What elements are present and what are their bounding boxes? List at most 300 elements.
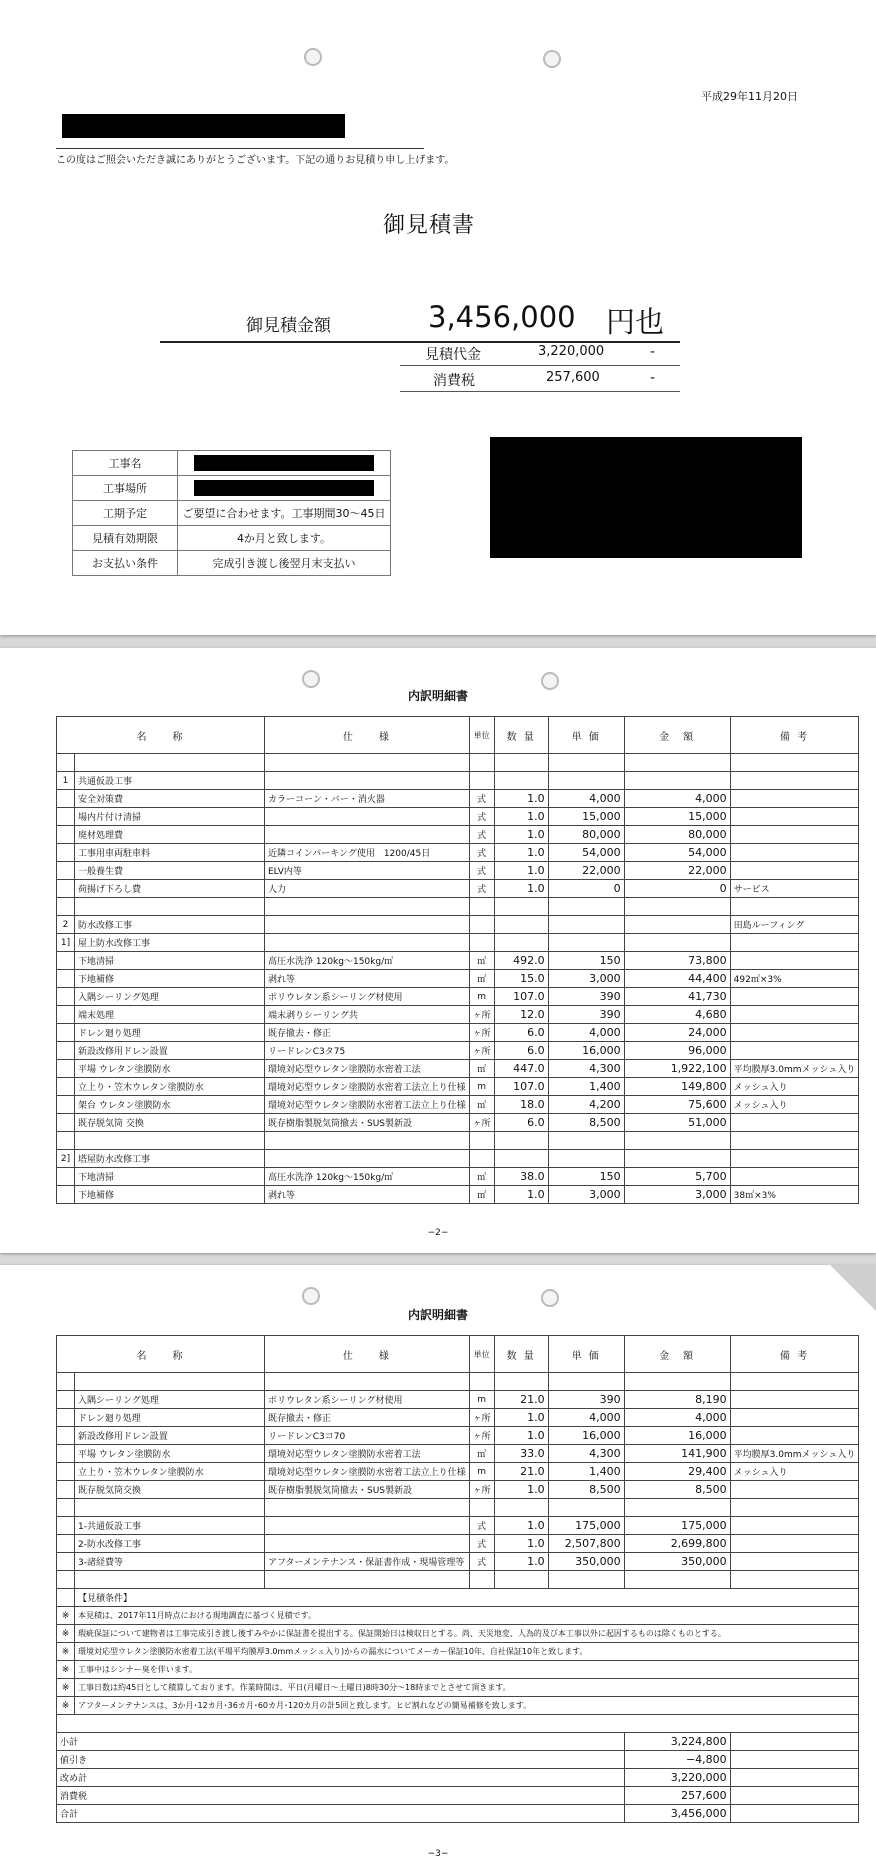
punch-hole [541,1289,559,1307]
table-row [57,1553,859,1571]
row-note: メッシュ入り [730,1096,859,1114]
row-unit-price: 8,500 [548,1114,624,1132]
row-amount: 22,000 [624,862,730,880]
row-amount [624,1499,730,1517]
row-note [730,988,859,1006]
table-row [57,1042,859,1060]
row-quantity: 1.0 [494,1535,548,1553]
condition-text: 瑕疵保証について建物者は工事完成引き渡し後すみやかに保証書を提出する。保証開始日は検収日とする。尚、天災地変、人為的及び本工事以外に起因するものは除くものとする。 [75,1625,859,1643]
row-unit: m [469,1463,494,1481]
project-info-table [72,450,391,576]
breakdown-page-3 [0,1265,876,1860]
row-quantity: 1.0 [494,1409,548,1427]
header-unit: 単位 [469,1336,494,1373]
condition-row [57,1607,859,1625]
row-unit-price: 4,000 [548,1409,624,1427]
info-value: ご要望に合わせます。工事期間30～45日 [178,501,391,526]
table-row [57,1060,859,1078]
row-item-name: 場内片付け清掃 [75,808,265,826]
info-value [178,476,391,501]
header-unit: 単位 [469,717,494,754]
row-amount [624,934,730,952]
total-value: −4,800 [624,1751,730,1769]
row-amount: 175,000 [624,1517,730,1535]
row-note: 492㎡×3% [730,970,859,988]
punch-hole [304,48,322,66]
row-quantity: 12.0 [494,1006,548,1024]
row-unit-price: 4,000 [548,790,624,808]
total-note [730,1769,859,1787]
row-quantity: 492.0 [494,952,548,970]
condition-row [57,1679,859,1697]
row-quantity [494,1499,548,1517]
row-quantity: 18.0 [494,1096,548,1114]
table-row [57,1427,859,1445]
table-row [57,862,859,880]
total-value: 3,224,800 [624,1733,730,1751]
row-item-name: 端末処理 [75,1006,265,1024]
total-row [57,1769,859,1787]
consumption-tax-value: 257,600 [546,370,600,385]
row-section-number: 1 [57,772,75,790]
row-unit: 式 [469,1517,494,1535]
redacted-project-name [194,455,374,471]
row-unit-price: 16,000 [548,1042,624,1060]
condition-text: 工事中はシンナー臭を伴います。 [75,1661,859,1679]
row-item-name: 3-諸経費等 [75,1553,265,1571]
row-spec [265,916,470,934]
info-row-schedule [73,501,391,526]
row-unit-price: 4,200 [548,1096,624,1114]
row-item-name: 廃材処理費 [75,826,265,844]
condition-row [57,1697,859,1715]
row-spec: 既存撤去・修正 [265,1409,470,1427]
row-item-name: 共通仮設工事 [75,772,265,790]
row-unit: 式 [469,1553,494,1571]
table-row [57,1517,859,1535]
row-unit-price: 1,400 [548,1463,624,1481]
row-unit-price: 1,400 [548,1078,624,1096]
row-item-name: 平場 ウレタン塗膜防水 [75,1445,265,1463]
row-unit: ヶ所 [469,1481,494,1499]
row-amount [624,916,730,934]
redacted-recipient [62,114,345,138]
row-spec [265,826,470,844]
row-section-number [57,1114,75,1132]
row-amount: 44,400 [624,970,730,988]
row-section-number [57,1553,75,1571]
total-note [730,1805,859,1823]
row-unit [469,1373,494,1391]
row-unit: 式 [469,826,494,844]
row-amount: 41,730 [624,988,730,1006]
row-quantity: 1.0 [494,880,548,898]
row-amount: 73,800 [624,952,730,970]
row-item-name: 防水改修工事 [75,916,265,934]
info-key: 工期予定 [73,501,178,526]
row-unit [469,1571,494,1589]
row-section-number [57,754,75,772]
row-unit: 式 [469,1535,494,1553]
row-unit-price: 4,300 [548,1445,624,1463]
row-unit: 式 [469,790,494,808]
estimate-amount-value: 3,456,000 [428,300,576,334]
table-row [57,790,859,808]
row-unit: ㎡ [469,1445,494,1463]
condition-mark: ※ [57,1661,75,1679]
row-section-number [57,1168,75,1186]
condition-mark: ※ [57,1607,75,1625]
conditions-title: 【見積条件】 [75,1589,859,1607]
row-item-name: 塔屋防水改修工事 [75,1150,265,1168]
row-amount [624,1150,730,1168]
row-amount: 2,699,800 [624,1535,730,1553]
row-note [730,862,859,880]
row-spec: 剥れ等 [265,1186,470,1204]
row-note: サービス [730,880,859,898]
row-unit: ヶ所 [469,1427,494,1445]
row-unit: 式 [469,862,494,880]
estimate-amount-row [160,297,680,343]
row-amount: 141,900 [624,1445,730,1463]
row-spec: ELV内等 [265,862,470,880]
row-item-name: 下地補修 [75,1186,265,1204]
row-unit-price [548,898,624,916]
row-item-name [75,1373,265,1391]
row-note [730,1132,859,1150]
row-spec: 環境対応型ウレタン塗膜防水密着工法立上り仕様 [265,1463,470,1481]
row-unit-price: 3,000 [548,1186,624,1204]
row-item-name: ドレン廻り処理 [75,1409,265,1427]
table-row [57,1409,859,1427]
table-row [57,898,859,916]
row-section-number [57,862,75,880]
row-note [730,1571,859,1589]
row-unit-price [548,1571,624,1589]
row-spec: 端末剥りシーリング共 [265,1006,470,1024]
row-unit: m [469,988,494,1006]
row-note [730,1006,859,1024]
row-section-number [57,880,75,898]
row-unit: 式 [469,808,494,826]
row-item-name: 下地清掃 [75,1168,265,1186]
row-item-name: 下地補修 [75,970,265,988]
row-spec: カラーコーン・バー・消火器 [265,790,470,808]
row-item-name: ドレン廻り処理 [75,1024,265,1042]
row-unit-price: 8,500 [548,1481,624,1499]
info-row-project-site [73,476,391,501]
row-section-number [57,844,75,862]
row-spec: 環境対応型ウレタン塗膜防水密着工法 [265,1060,470,1078]
total-row [57,1751,859,1769]
row-amount: 75,600 [624,1096,730,1114]
row-amount: 8,500 [624,1481,730,1499]
row-section-number [57,1409,75,1427]
table-row [57,1132,859,1150]
condition-row [57,1661,859,1679]
row-unit-price: 22,000 [548,862,624,880]
row-quantity: 1.0 [494,790,548,808]
table-row [57,1150,859,1168]
estimate-price-dash: - [650,344,656,360]
row-unit [469,772,494,790]
row-unit [469,1132,494,1150]
row-spec [265,898,470,916]
info-key: 工事名 [73,451,178,476]
condition-mark: ※ [57,1625,75,1643]
row-amount: 5,700 [624,1168,730,1186]
greeting-text: この度はご照会いただき誠にありがとうございます。下記の通りお見積り申し上げます。 [56,155,455,166]
row-quantity [494,898,548,916]
info-key: お支払い条件 [73,551,178,576]
table-row [57,916,859,934]
row-note: 38㎡×3% [730,1186,859,1204]
table-row [57,1391,859,1409]
estimate-amount-label: 御見積金額 [246,316,331,336]
header-note: 備 考 [730,717,859,754]
row-spec [265,754,470,772]
row-section-number [57,1499,75,1517]
row-spec: リードレンC3タ75 [265,1042,470,1060]
total-row [57,1733,859,1751]
row-quantity: 21.0 [494,1463,548,1481]
row-item-name: 新設改修用ドレン設置 [75,1427,265,1445]
row-unit-price [548,1150,624,1168]
row-quantity: 107.0 [494,988,548,1006]
row-section-number [57,790,75,808]
row-note [730,754,859,772]
row-amount: 8,190 [624,1391,730,1409]
total-label: 合計 [57,1805,625,1823]
row-unit-price [548,1132,624,1150]
row-spec: 剥れ等 [265,970,470,988]
row-section-number: 1] [57,934,75,952]
row-quantity: 1.0 [494,1553,548,1571]
row-spec [265,1150,470,1168]
breakdown-page-2 [0,648,876,1253]
row-note: メッシュ入り [730,1078,859,1096]
row-section-number: 2] [57,1150,75,1168]
row-unit-price: 2,507,800 [548,1535,624,1553]
row-quantity: 21.0 [494,1391,548,1409]
row-note [730,1553,859,1571]
punch-hole [302,670,320,688]
row-amount: 16,000 [624,1427,730,1445]
table-row [57,1024,859,1042]
row-quantity: 1.0 [494,1427,548,1445]
row-amount: 350,000 [624,1553,730,1571]
row-section-number [57,1024,75,1042]
row-section-number [57,1373,75,1391]
row-unit-price: 390 [548,1391,624,1409]
row-amount [624,1571,730,1589]
row-unit: ㎡ [469,970,494,988]
row-unit-price: 15,000 [548,808,624,826]
row-note: 平均膜厚3.0mmメッシュ入り [730,1445,859,1463]
row-note [730,952,859,970]
table-row [57,844,859,862]
punch-hole [302,1287,320,1305]
redacted-company-stamp [490,437,802,558]
info-value: 完成引き渡し後翌月末支払い [178,551,391,576]
row-unit: ヶ所 [469,1042,494,1060]
breakdown-title: 内訳明細書 [407,689,468,703]
redacted-project-site [194,480,374,496]
folded-corner [830,1265,876,1311]
row-amount: 0 [624,880,730,898]
total-row [57,1787,859,1805]
row-amount: 4,000 [624,1409,730,1427]
table-row [57,1571,859,1589]
row-item-name: 安全対策費 [75,790,265,808]
row-item-name: 入隅シーリング処理 [75,988,265,1006]
row-unit: ㎡ [469,952,494,970]
row-note [730,790,859,808]
row-amount: 51,000 [624,1114,730,1132]
total-value: 257,600 [624,1787,730,1805]
row-note [730,1391,859,1409]
row-note [730,808,859,826]
row-spec [265,1499,470,1517]
table-row [57,772,859,790]
row-amount: 3,000 [624,1186,730,1204]
row-unit-price: 16,000 [548,1427,624,1445]
header-qty: 数 量 [494,1336,548,1373]
row-unit [469,1150,494,1168]
row-unit-price: 390 [548,1006,624,1024]
row-note [730,898,859,916]
total-value: 3,220,000 [624,1769,730,1787]
row-section-number [57,1096,75,1114]
row-unit-price: 0 [548,880,624,898]
table-row [57,1373,859,1391]
row-quantity: 1.0 [494,826,548,844]
row-quantity [494,934,548,952]
row-unit-price [548,1499,624,1517]
table-row [57,952,859,970]
row-unit-price [548,754,624,772]
header-amount: 金 額 [624,1336,730,1373]
row-unit [469,934,494,952]
row-amount: 96,000 [624,1042,730,1060]
table-row [57,826,859,844]
row-amount: 1,922,100 [624,1060,730,1078]
row-item-name: 新設改修用ドレン設置 [75,1042,265,1060]
row-quantity: 6.0 [494,1042,548,1060]
row-unit: ㎡ [469,1060,494,1078]
row-quantity [494,1150,548,1168]
row-unit-price [548,916,624,934]
row-section-number [57,1078,75,1096]
row-unit: 式 [469,880,494,898]
row-note [730,1427,859,1445]
row-unit-price: 80,000 [548,826,624,844]
row-item-name [75,898,265,916]
row-spec: 人力 [265,880,470,898]
row-section-number [57,808,75,826]
row-note [730,1409,859,1427]
row-amount [624,898,730,916]
estimate-price-label: 見積代金 [425,347,481,363]
row-note: 田島ルーフィング [730,916,859,934]
row-spec: 高圧水洗浄 120kg～150kg/㎡ [265,1168,470,1186]
document-title: 御見積書 [383,213,476,238]
conditions-title-row [57,1589,859,1607]
row-item-name: 工事用車両駐車料 [75,844,265,862]
breakdown-table [56,716,859,1204]
header-spec: 仕 様 [265,717,470,754]
row-item-name: 下地清掃 [75,952,265,970]
row-spec [265,1132,470,1150]
row-item-name: 荷揚げ下ろし費 [75,880,265,898]
row-unit: ヶ所 [469,1114,494,1132]
condition-mark: ※ [57,1643,75,1661]
table-row [57,808,859,826]
row-spec [265,1517,470,1535]
row-spec: 高圧水洗浄 120kg～150kg/㎡ [265,952,470,970]
consumption-tax-label: 消費税 [433,373,475,389]
table-row [57,1078,859,1096]
row-amount: 4,000 [624,790,730,808]
row-quantity [494,1373,548,1391]
row-quantity: 1.0 [494,808,548,826]
header-price: 単 価 [548,717,624,754]
row-spec: 既存撤去・修正 [265,1024,470,1042]
row-quantity: 6.0 [494,1024,548,1042]
row-unit-price [548,772,624,790]
row-quantity [494,1132,548,1150]
row-section-number [57,988,75,1006]
row-amount: 4,680 [624,1006,730,1024]
row-spec: ポリウレタン系シーリング材使用 [265,988,470,1006]
total-label: 改め計 [57,1769,625,1787]
row-unit-price: 390 [548,988,624,1006]
row-note [730,1373,859,1391]
row-unit: ㎡ [469,1096,494,1114]
row-item-name: 2-防水改修工事 [75,1535,265,1553]
row-unit [469,1499,494,1517]
row-note [730,1168,859,1186]
row-section-number [57,826,75,844]
condition-mark: ※ [57,1697,75,1715]
row-spec: 既存樹脂製脱気筒撤去・SUS製新設 [265,1114,470,1132]
row-unit-price: 150 [548,1168,624,1186]
row-spec [265,1373,470,1391]
row-section-number [57,970,75,988]
row-note [730,1517,859,1535]
row-quantity [494,754,548,772]
row-unit [469,754,494,772]
table-row [57,754,859,772]
page-number: −3− [427,1849,449,1859]
row-quantity: 1.0 [494,1186,548,1204]
row-quantity [494,1571,548,1589]
row-unit: ヶ所 [469,1409,494,1427]
breakdown-table [56,1335,859,1823]
header-note: 備 考 [730,1336,859,1373]
row-section-number [57,1571,75,1589]
row-section-number [57,1535,75,1553]
row-section-number [57,1427,75,1445]
table-row [57,1168,859,1186]
row-quantity: 15.0 [494,970,548,988]
row-note [730,826,859,844]
row-item-name [75,1571,265,1589]
total-value: 3,456,000 [624,1805,730,1823]
row-quantity: 33.0 [494,1445,548,1463]
table-row [57,1535,859,1553]
row-quantity: 6.0 [494,1114,548,1132]
